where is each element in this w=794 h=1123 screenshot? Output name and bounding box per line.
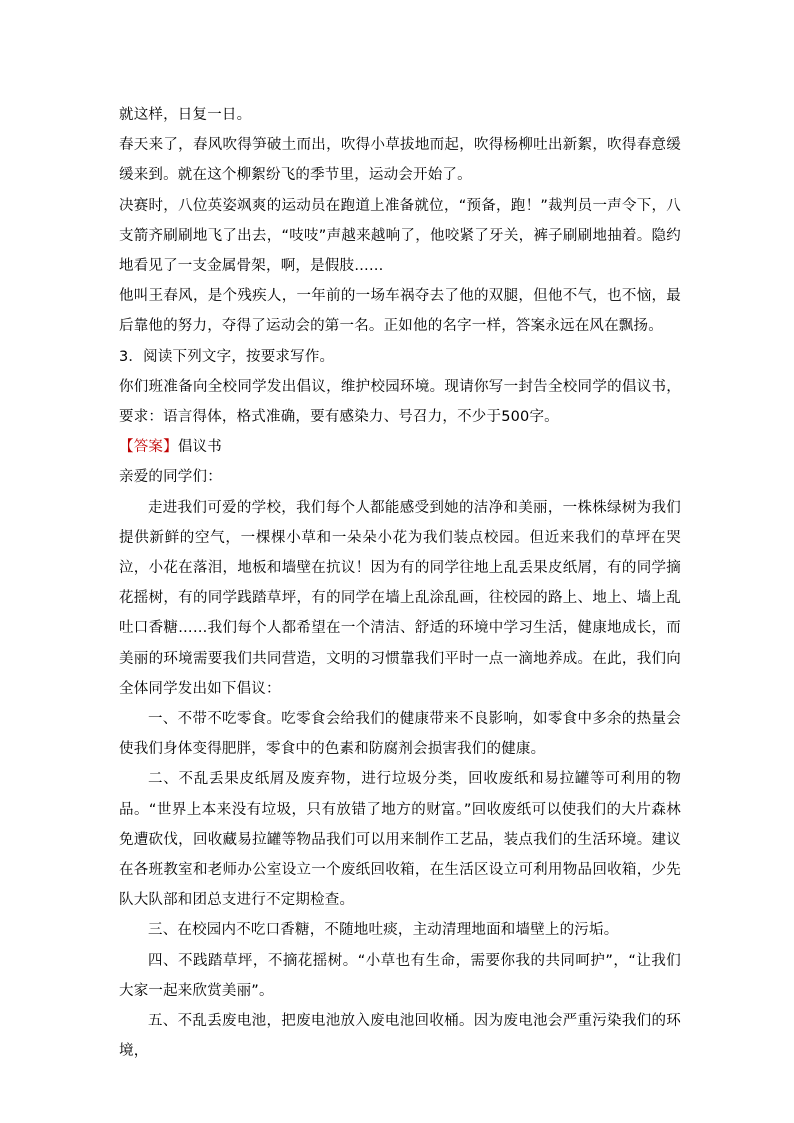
letter-body-intro: 走进我们可爱的学校，我们每个人都能感受到她的洁净和美丽，一株株绿树为我们提供新鲜的空气，一棵棵小草和一朵朵小花为我们装点校园。但近来我们的草坪在哭泣，小花在落泪，地板和墙壁在抗议！因为有的同学往地上乱丢果皮纸屑，有的同学摘花摇树，有的同学践踏草坪，有的同学在墙上乱涂乱画，往校园的路上、地上、墙上乱吐口香糖……我们每个人都希望在一个清洁、舒适的环境中学习生活，健康地成长，而美丽的环境需要我们共同营造，文明的习惯靠我们平时一点一滴地养成。在此，我们向全体同学发出如下倡议： xyxy=(119,499,681,697)
proposal-item-2: 二、不乱丢果皮纸屑及废弃物，进行垃圾分类，回收废纸和易拉罐等可利用的物品。“世界上本来没有垃圾，只有放错了地方的财富。”回收废纸可以使我们的大片森林免遭砍伐，回收藏易拉罐等物品我们可以用来制作工艺品，装点我们的生活环境。建议在各班教室和老师办公室设立一个废纸回收箱，在生活区设立可利用物品回收箱，少先队大队部和团总支进行不定期检查。 xyxy=(119,771,681,909)
question-heading: 3．阅读下列文字，按要求写作。 xyxy=(119,348,335,365)
proposal-item-1: 一、不带不吃零食。吃零食会给我们的健康带来不良影响，如零食中多余的热量会使我们身体变得肥胖，零食中的色素和防腐剂会损害我们的健康。 xyxy=(119,711,681,758)
proposal-item-5: 五、不乱丢废电池，把废电池放入废电池回收桶。因为废电池会严重污染我们的环境， xyxy=(119,1013,681,1060)
proposal-item-3: 三、在校园内不吃口香糖，不随地吐痰，主动清理地面和墙壁上的污垢。 xyxy=(148,922,619,939)
story-paragraph-3: 决赛时，八位英姿飒爽的运动员在跑道上准备就位，“预备，跑！”裁判员一声令下，八支箭齐刷刷地飞了出去，“吱吱”声越来越响了，他咬紧了牙关，裤子刷刷地抽着。隐约地看见了一支金属骨架，啊，是假肢…… xyxy=(119,197,681,275)
story-paragraph-2: 春天来了，春风吹得笋破土而出，吹得小草拔地而起，吹得杨柳吐出新絮，吹得春意缓缓来到。就在这个柳絮纷飞的季节里，运动会开始了。 xyxy=(119,137,681,184)
answer-line xyxy=(119,432,681,462)
proposal-item-4: 四、不践踏草坪，不摘花摇树。“小草也有生命，需要你我的共同呵护”，“让我们大家一起来欣赏美丽”。 xyxy=(119,952,681,999)
story-paragraph-1: 就这样，日复一日。 xyxy=(119,107,252,123)
story-paragraph-4: 他叫王春风，是个残疾人，一年前的一场车祸夺去了他的双腿，但他不气，也不恼，最后靠他的努力，夺得了运动会的第一名。正如他的名字一样，答案永远在风在飘扬。 xyxy=(119,288,681,335)
answer-tag: 【答案】 xyxy=(119,439,178,456)
question-prompt: 你们班准备向全校同学发出倡议，维护校园环境。现请你写一封告全校同学的倡议书，要求：语言得体，格式准确，要有感染力、号召力，不少于500字。 xyxy=(119,378,681,426)
answer-title: 倡议书 xyxy=(177,439,222,456)
letter-salutation: 亲爱的同学们： xyxy=(119,469,222,486)
document-content xyxy=(119,100,681,1067)
